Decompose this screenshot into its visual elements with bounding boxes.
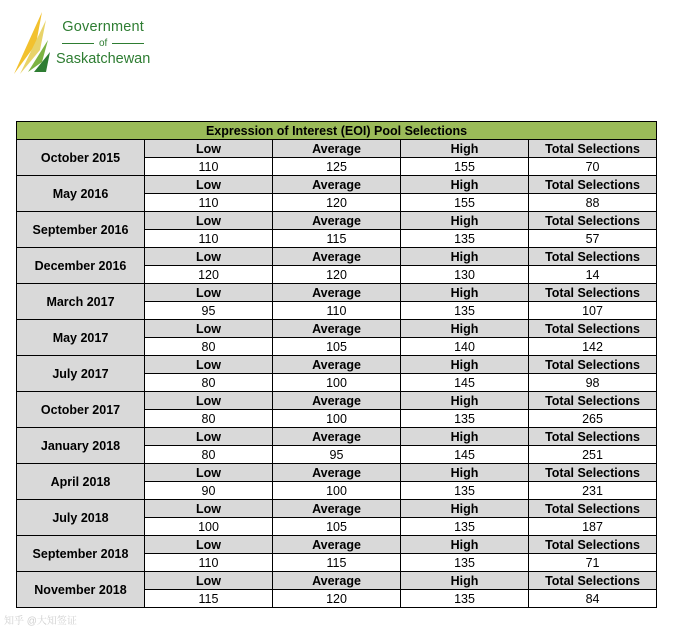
average-value-cell: 100 xyxy=(273,410,401,428)
low-value-cell: 80 xyxy=(145,410,273,428)
low-value-cell: 80 xyxy=(145,338,273,356)
table-header-row xyxy=(17,284,657,302)
column-header: Total Selections xyxy=(529,176,657,194)
column-header: Low xyxy=(145,176,273,194)
column-header: High xyxy=(401,536,529,554)
column-header: Total Selections xyxy=(529,572,657,590)
average-value-cell: 115 xyxy=(273,554,401,572)
column-header: Average xyxy=(273,176,401,194)
average-value-cell: 100 xyxy=(273,374,401,392)
column-header: Total Selections xyxy=(529,464,657,482)
table-header-row xyxy=(17,356,657,374)
table-header-row xyxy=(17,464,657,482)
wheat-logo-icon xyxy=(12,10,54,76)
total-value-cell: 70 xyxy=(529,158,657,176)
high-value-cell: 135 xyxy=(401,518,529,536)
low-value-cell: 110 xyxy=(145,158,273,176)
table-title-row xyxy=(17,122,657,140)
table-title: Expression of Interest (EOI) Pool Selections xyxy=(17,122,657,140)
column-header: Low xyxy=(145,212,273,230)
high-value-cell: 145 xyxy=(401,374,529,392)
total-value-cell: 14 xyxy=(529,266,657,284)
column-header: Average xyxy=(273,248,401,266)
high-value-cell: 155 xyxy=(401,158,529,176)
logo-line-saskatchewan: Saskatchewan xyxy=(56,50,151,67)
low-value-cell: 90 xyxy=(145,482,273,500)
low-value-cell: 115 xyxy=(145,590,273,608)
high-value-cell: 140 xyxy=(401,338,529,356)
total-value-cell: 231 xyxy=(529,482,657,500)
column-header: Total Selections xyxy=(529,284,657,302)
column-header: Low xyxy=(145,392,273,410)
total-value-cell: 187 xyxy=(529,518,657,536)
column-header: High xyxy=(401,356,529,374)
column-header: Low xyxy=(145,464,273,482)
column-header: High xyxy=(401,572,529,590)
government-logo xyxy=(12,8,162,78)
date-cell: October 2015 xyxy=(17,140,145,176)
column-header: Total Selections xyxy=(529,356,657,374)
table-header-row xyxy=(17,320,657,338)
column-header: Low xyxy=(145,536,273,554)
column-header: Total Selections xyxy=(529,428,657,446)
column-header: High xyxy=(401,248,529,266)
column-header: High xyxy=(401,392,529,410)
high-value-cell: 135 xyxy=(401,590,529,608)
date-cell: September 2018 xyxy=(17,536,145,572)
date-cell: May 2016 xyxy=(17,176,145,212)
eoi-selections-table xyxy=(16,121,657,608)
column-header: Total Selections xyxy=(529,392,657,410)
column-header: Average xyxy=(273,212,401,230)
low-value-cell: 100 xyxy=(145,518,273,536)
total-value-cell: 88 xyxy=(529,194,657,212)
column-header: Average xyxy=(273,428,401,446)
average-value-cell: 95 xyxy=(273,446,401,464)
column-header: High xyxy=(401,500,529,518)
logo-line-of xyxy=(56,37,150,51)
column-header: Average xyxy=(273,464,401,482)
column-header: Average xyxy=(273,140,401,158)
high-value-cell: 145 xyxy=(401,446,529,464)
column-header: High xyxy=(401,284,529,302)
total-value-cell: 84 xyxy=(529,590,657,608)
column-header: Average xyxy=(273,572,401,590)
table-header-row xyxy=(17,572,657,590)
column-header: Average xyxy=(273,392,401,410)
average-value-cell: 120 xyxy=(273,194,401,212)
table-header-row xyxy=(17,536,657,554)
column-header: High xyxy=(401,320,529,338)
column-header: Average xyxy=(273,356,401,374)
table-header-row xyxy=(17,212,657,230)
low-value-cell: 110 xyxy=(145,230,273,248)
high-value-cell: 135 xyxy=(401,482,529,500)
column-header: High xyxy=(401,176,529,194)
low-value-cell: 110 xyxy=(145,194,273,212)
low-value-cell: 95 xyxy=(145,302,273,320)
column-header: Total Selections xyxy=(529,536,657,554)
table-header-row xyxy=(17,392,657,410)
date-cell: November 2018 xyxy=(17,572,145,608)
average-value-cell: 115 xyxy=(273,230,401,248)
column-header: Low xyxy=(145,140,273,158)
total-value-cell: 251 xyxy=(529,446,657,464)
column-header: High xyxy=(401,140,529,158)
total-value-cell: 98 xyxy=(529,374,657,392)
high-value-cell: 135 xyxy=(401,302,529,320)
table-header-row xyxy=(17,428,657,446)
column-header: Low xyxy=(145,428,273,446)
high-value-cell: 135 xyxy=(401,230,529,248)
column-header: Low xyxy=(145,356,273,374)
column-header: High xyxy=(401,464,529,482)
column-header: Low xyxy=(145,248,273,266)
total-value-cell: 265 xyxy=(529,410,657,428)
column-header: High xyxy=(401,212,529,230)
column-header: Total Selections xyxy=(529,320,657,338)
date-cell: December 2016 xyxy=(17,248,145,284)
column-header: Average xyxy=(273,536,401,554)
column-header: High xyxy=(401,428,529,446)
total-value-cell: 142 xyxy=(529,338,657,356)
total-value-cell: 107 xyxy=(529,302,657,320)
column-header: Total Selections xyxy=(529,500,657,518)
date-cell: July 2017 xyxy=(17,356,145,392)
column-header: Low xyxy=(145,572,273,590)
column-header: Average xyxy=(273,284,401,302)
column-header: Low xyxy=(145,500,273,518)
low-value-cell: 120 xyxy=(145,266,273,284)
high-value-cell: 155 xyxy=(401,194,529,212)
table-header-row xyxy=(17,248,657,266)
column-header: Total Selections xyxy=(529,140,657,158)
low-value-cell: 110 xyxy=(145,554,273,572)
date-cell: March 2017 xyxy=(17,284,145,320)
average-value-cell: 110 xyxy=(273,302,401,320)
logo-line-government: Government xyxy=(62,19,145,35)
average-value-cell: 120 xyxy=(273,266,401,284)
date-cell: September 2016 xyxy=(17,212,145,248)
total-value-cell: 57 xyxy=(529,230,657,248)
logo-of-text: of xyxy=(98,37,108,49)
column-header: Average xyxy=(273,500,401,518)
table-header-row xyxy=(17,176,657,194)
total-value-cell: 71 xyxy=(529,554,657,572)
high-value-cell: 135 xyxy=(401,410,529,428)
date-cell: May 2017 xyxy=(17,320,145,356)
high-value-cell: 130 xyxy=(401,266,529,284)
table-header-row xyxy=(17,500,657,518)
table-body xyxy=(17,140,657,608)
watermark: 知乎 @大知签证 xyxy=(4,616,77,627)
average-value-cell: 120 xyxy=(273,590,401,608)
high-value-cell: 135 xyxy=(401,554,529,572)
average-value-cell: 105 xyxy=(273,338,401,356)
low-value-cell: 80 xyxy=(145,374,273,392)
column-header: Total Selections xyxy=(529,212,657,230)
column-header: Average xyxy=(273,320,401,338)
column-header: Low xyxy=(145,320,273,338)
average-value-cell: 100 xyxy=(273,482,401,500)
average-value-cell: 125 xyxy=(273,158,401,176)
average-value-cell: 105 xyxy=(273,518,401,536)
logo-wordmark xyxy=(56,20,150,66)
low-value-cell: 80 xyxy=(145,446,273,464)
table-header-row xyxy=(17,140,657,158)
date-cell: October 2017 xyxy=(17,392,145,428)
column-header: Low xyxy=(145,284,273,302)
date-cell: January 2018 xyxy=(17,428,145,464)
column-header: Total Selections xyxy=(529,248,657,266)
date-cell: July 2018 xyxy=(17,500,145,536)
date-cell: April 2018 xyxy=(17,464,145,500)
